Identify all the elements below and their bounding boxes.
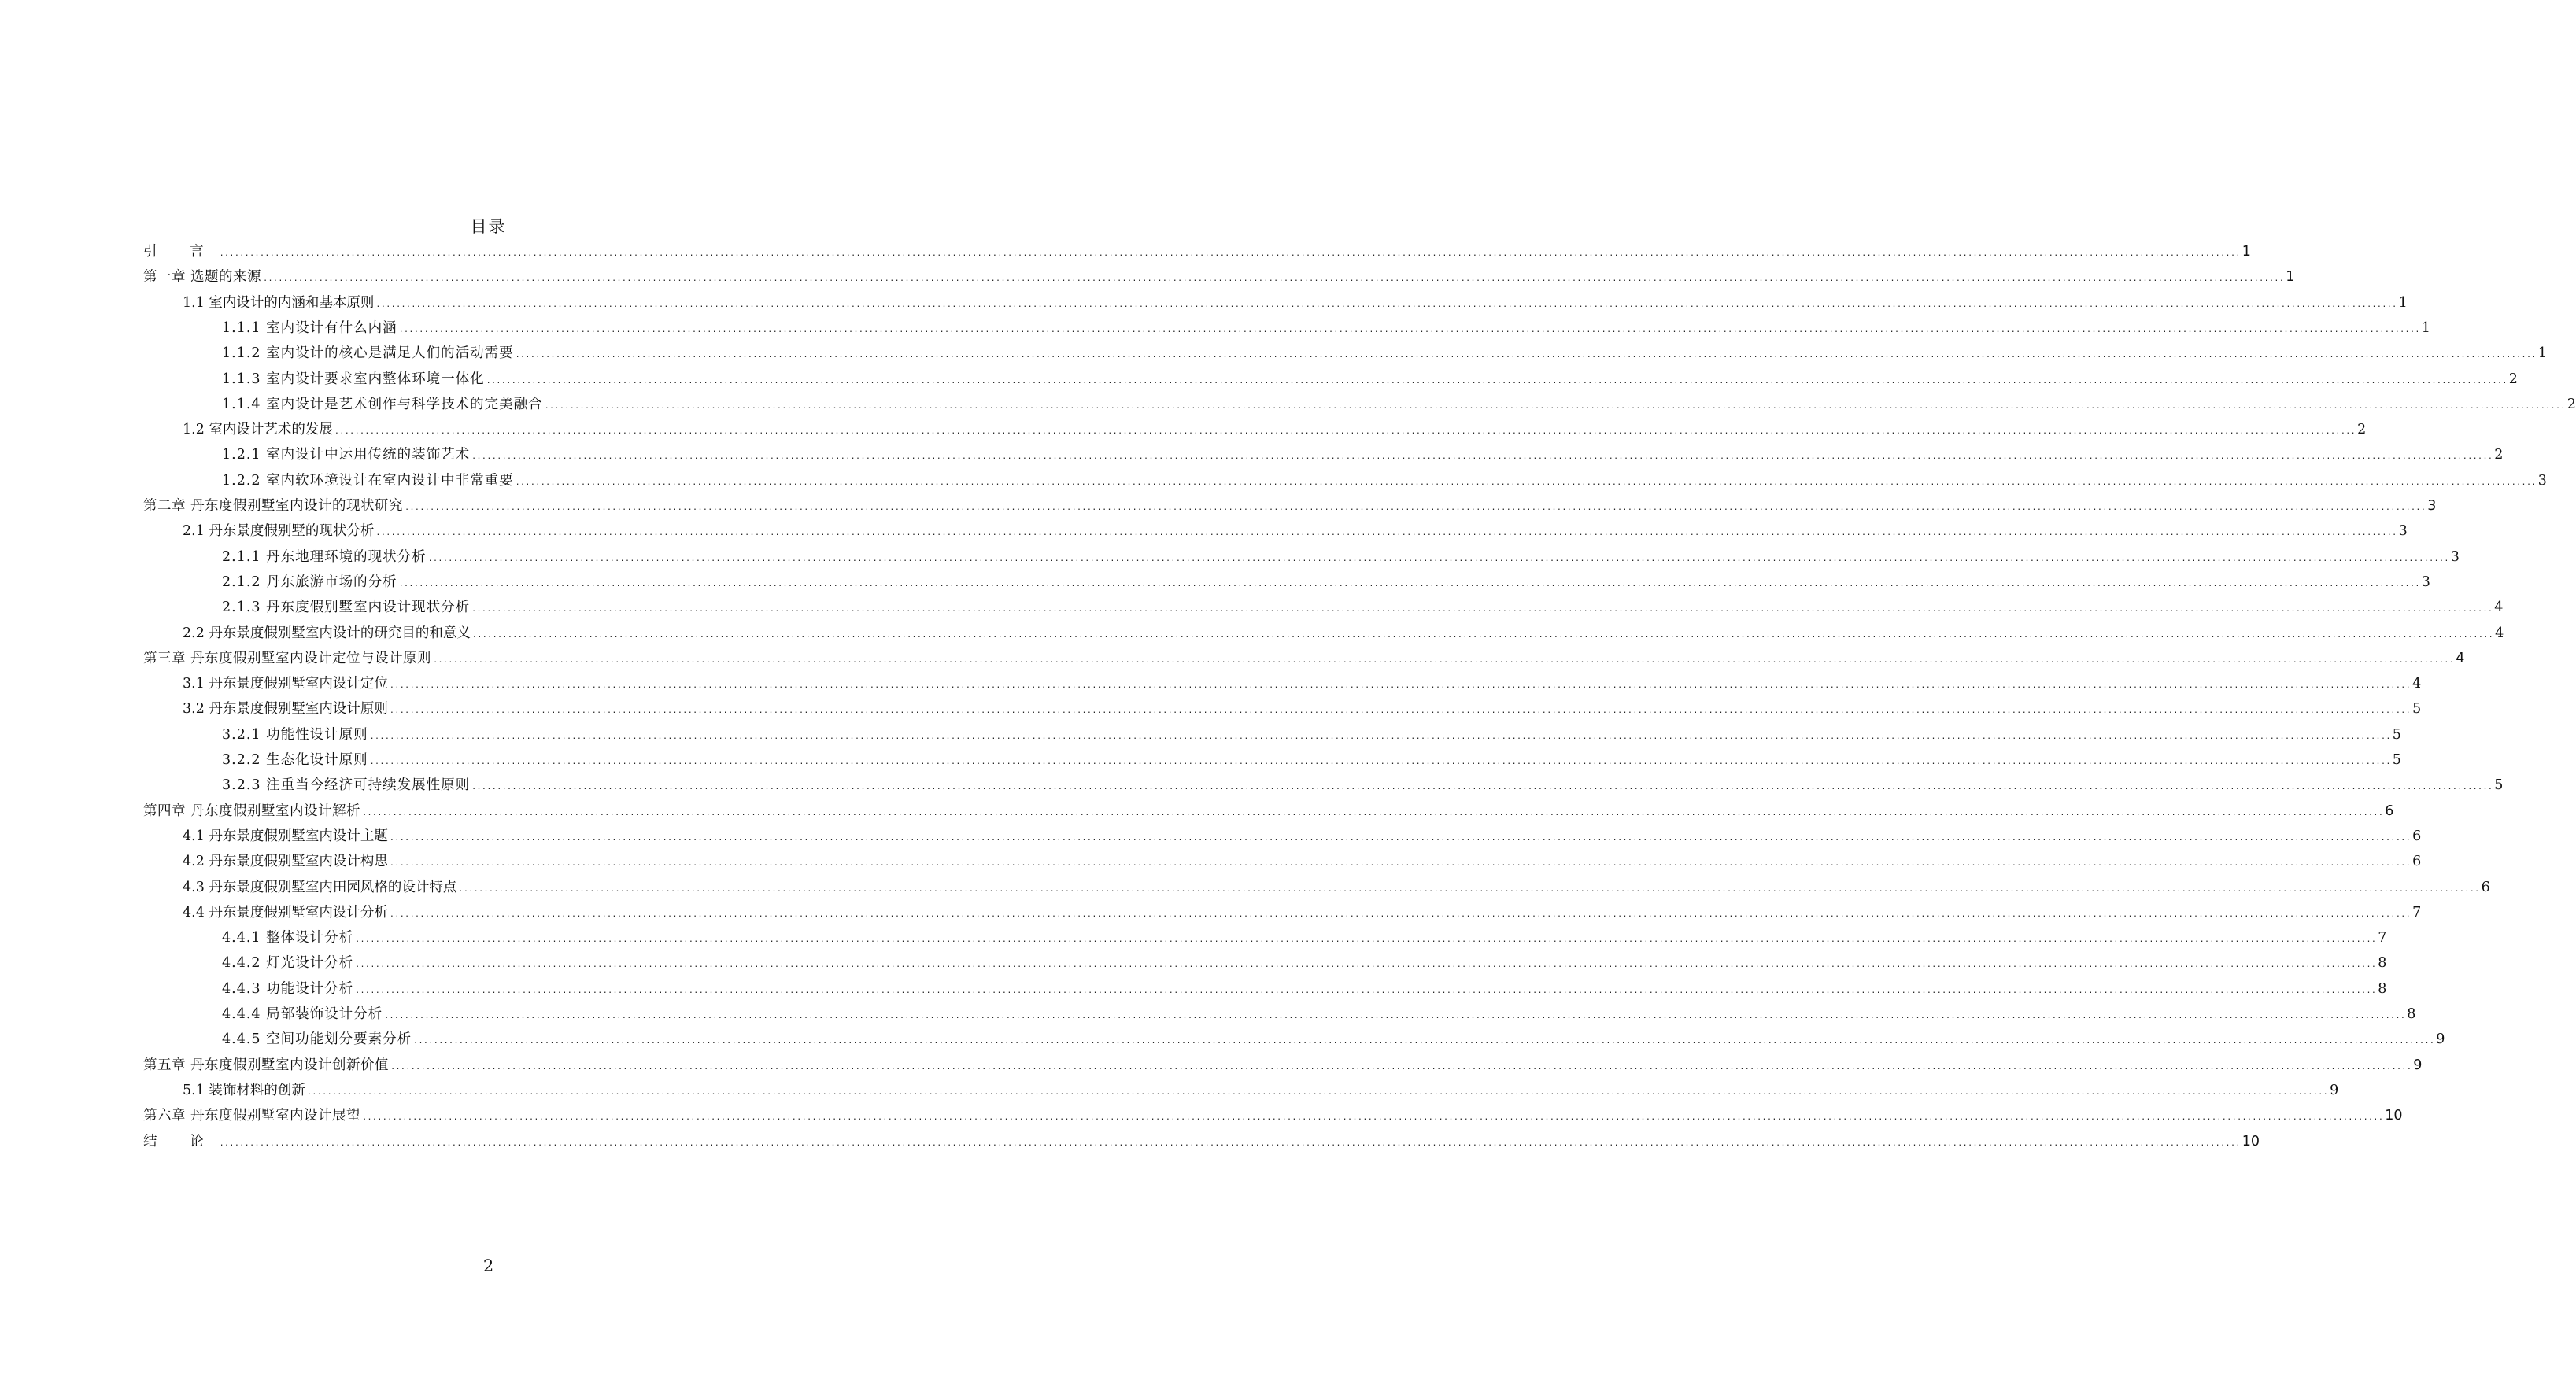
dot-leader: ................................................................................................................................................................................................................................................................................................................................................................................................................ bbox=[355, 961, 2377, 970]
toc-entry[interactable] bbox=[183, 824, 2422, 849]
toc-entry-label: 2.1.2 丹东旅游市场的分析 bbox=[222, 574, 397, 590]
toc-entry[interactable] bbox=[183, 417, 2367, 442]
toc-entry-page-number: 5 bbox=[2392, 752, 2401, 768]
dot-leader: ................................................................................................................................................................................................................................................................................................................................................................................................................ bbox=[369, 732, 2391, 741]
dot-leader: ................................................................................................................................................................................................................................................................................................................................................................................................................ bbox=[486, 376, 2508, 386]
dot-leader: ................................................................................................................................................................................................................................................................................................................................................................................................................ bbox=[471, 605, 2493, 614]
dot-leader: ................................................................................................................................................................................................................................................................................................................................................................................................................ bbox=[362, 808, 2384, 817]
toc-entry-label: 第六章 丹东度假别墅室内设计展望 bbox=[143, 1108, 361, 1124]
toc-entry[interactable] bbox=[222, 722, 2401, 747]
dot-leader: ................................................................................................................................................................................................................................................................................................................................................................................................................ bbox=[355, 986, 2377, 995]
toc-entry[interactable] bbox=[143, 1103, 2403, 1128]
dot-leader: ................................................................................................................................................................................................................................................................................................................................................................................................................ bbox=[375, 529, 2397, 538]
toc-entry[interactable] bbox=[143, 1129, 2260, 1154]
dot-leader: ................................................................................................................................................................................................................................................................................................................................................................................................................ bbox=[398, 579, 2420, 589]
toc-entry-page-number: 9 bbox=[2330, 1082, 2339, 1098]
toc-entry-label: 第四章 丹东度假别墅室内设计解析 bbox=[143, 803, 361, 819]
toc-entry-label: 3.2 丹东景度假别墅室内设计原则 bbox=[183, 701, 388, 718]
dot-leader: ................................................................................................................................................................................................................................................................................................................................................................................................................ bbox=[362, 1113, 2384, 1123]
toc-entry-label: 3.2.3 注重当今经济可持续发展性原则 bbox=[222, 777, 471, 794]
toc-entry-page-number: 8 bbox=[2378, 955, 2387, 972]
toc-entry-page-number: 7 bbox=[2378, 930, 2387, 946]
dot-leader: ................................................................................................................................................................................................................................................................................................................................................................................................................ bbox=[515, 478, 2537, 487]
toc-entry-page-number: 3 bbox=[2450, 548, 2460, 565]
toc-entry-page-number: 3 bbox=[2421, 574, 2430, 590]
dot-leader: ................................................................................................................................................................................................................................................................................................................................................................................................................ bbox=[219, 249, 2241, 258]
toc-entry-label: 4.4.1 整体设计分析 bbox=[222, 930, 354, 946]
toc-entry[interactable] bbox=[222, 315, 2430, 341]
toc-title: 目录 bbox=[470, 217, 507, 236]
toc-entry[interactable] bbox=[183, 849, 2422, 874]
toc-entry[interactable] bbox=[143, 799, 2394, 824]
toc-entry-page-number: 1 bbox=[2537, 345, 2547, 362]
toc-entry[interactable] bbox=[222, 925, 2387, 950]
dot-leader: ................................................................................................................................................................................................................................................................................................................................................................................................................ bbox=[389, 707, 2412, 716]
toc-entry-label: 第三章 丹东度假别墅室内设计定位与设计原则 bbox=[143, 650, 432, 666]
dot-leader: ................................................................................................................................................................................................................................................................................................................................................................................................................ bbox=[355, 935, 2377, 945]
toc-entry[interactable] bbox=[183, 1078, 2339, 1103]
toc-entry-label: 1.1.1 室内设计有什么内涵 bbox=[222, 319, 397, 336]
toc-entry[interactable] bbox=[183, 671, 2422, 696]
dot-leader: ................................................................................................................................................................................................................................................................................................................................................................................................................ bbox=[369, 758, 2391, 766]
toc-entry[interactable] bbox=[183, 875, 2490, 900]
toc-entry-page-number: 9 bbox=[2436, 1031, 2445, 1048]
toc-entry-page-number: 2 bbox=[2357, 422, 2367, 438]
toc-entry-label: 引 言 bbox=[143, 244, 218, 260]
toc-entry-page-number: 7 bbox=[2412, 904, 2422, 921]
toc-entry-page-number: 8 bbox=[2407, 1006, 2416, 1022]
toc-entry[interactable] bbox=[222, 773, 2504, 798]
toc-entry-page-number: 2 bbox=[2494, 447, 2504, 463]
toc-entry-label: 3.2.1 功能性设计原则 bbox=[222, 726, 368, 743]
toc-entry[interactable] bbox=[222, 976, 2387, 1002]
toc-entry-label: 1.2.2 室内软环境设计在室内设计中非常重要 bbox=[222, 472, 514, 489]
toc-entry-page-number: 2 bbox=[2567, 396, 2576, 412]
toc-entry-label: 1.1.3 室内设计要求室内整体环境一体化 bbox=[222, 371, 485, 387]
toc-entry-page-number: 3 bbox=[2398, 523, 2408, 540]
dot-leader: ................................................................................................................................................................................................................................................................................................................................................................................................................ bbox=[263, 275, 2285, 284]
page-number: 2 bbox=[482, 1256, 494, 1275]
toc-entry[interactable] bbox=[143, 646, 2465, 671]
toc-entry-label: 2.1.1 丹东地理环境的现状分析 bbox=[222, 548, 427, 565]
toc-entry[interactable] bbox=[143, 493, 2437, 518]
toc-entry-page-number: 5 bbox=[2494, 777, 2504, 794]
toc-entry[interactable] bbox=[183, 900, 2422, 925]
toc-entry-page-number: 4 bbox=[2495, 625, 2504, 641]
toc-entry-label: 4.3 丹东景度假别墅室内田园风格的设计特点 bbox=[183, 879, 457, 895]
toc-entry-label: 1.1.2 室内设计的核心是满足人们的活动需要 bbox=[222, 345, 514, 362]
toc-entry[interactable] bbox=[222, 341, 2547, 366]
toc-entry-page-number: 6 bbox=[2385, 803, 2394, 819]
dot-leader: ................................................................................................................................................................................................................................................................................................................................................................................................................ bbox=[544, 401, 2566, 411]
dot-leader: ................................................................................................................................................................................................................................................................................................................................................................................................................ bbox=[389, 833, 2412, 843]
toc-entry-label: 4.4.3 功能设计分析 bbox=[222, 980, 354, 997]
dot-leader: ................................................................................................................................................................................................................................................................................................................................................................................................................ bbox=[471, 452, 2493, 462]
toc-entry[interactable] bbox=[222, 392, 2576, 417]
toc-entry-label: 4.1 丹东景度假别墅室内设计主题 bbox=[183, 828, 388, 844]
toc-entry-page-number: 4 bbox=[2412, 676, 2422, 692]
toc-entry-label: 2.2 丹东景度假别墅室内设计的研究目的和意义 bbox=[183, 625, 471, 641]
toc-entry[interactable] bbox=[183, 621, 2504, 646]
toc-entry-label: 第一章 选题的来源 bbox=[143, 269, 262, 286]
toc-entry-page-number: 5 bbox=[2392, 726, 2401, 743]
toc-entry[interactable] bbox=[183, 518, 2408, 544]
toc-entry[interactable] bbox=[222, 595, 2504, 620]
toc-entry-label: 4.4.2 灯光设计分析 bbox=[222, 955, 354, 972]
dot-leader: ................................................................................................................................................................................................................................................................................................................................................................................................................ bbox=[427, 554, 2449, 563]
toc-entry[interactable] bbox=[222, 747, 2401, 773]
toc-entry[interactable] bbox=[222, 570, 2430, 595]
toc-entry-label: 3.2.2 生态化设计原则 bbox=[222, 752, 368, 768]
dot-leader: ................................................................................................................................................................................................................................................................................................................................................................................................................ bbox=[375, 300, 2397, 309]
toc-entry-page-number: 2 bbox=[2508, 371, 2518, 387]
toc-entry-label: 1.2 室内设计艺术的发展 bbox=[183, 422, 333, 438]
dot-leader: ................................................................................................................................................................................................................................................................................................................................................................................................................ bbox=[334, 427, 2356, 437]
dot-leader: ................................................................................................................................................................................................................................................................................................................................................................................................................ bbox=[413, 1037, 2435, 1046]
toc-entry-page-number: 1 bbox=[2286, 269, 2295, 286]
toc-entry-label: 1.2.1 室内设计中运用传统的装饰艺术 bbox=[222, 447, 471, 463]
toc-entry[interactable] bbox=[183, 290, 2408, 315]
toc-entry[interactable] bbox=[222, 1002, 2416, 1027]
toc-entry-page-number: 10 bbox=[2242, 1133, 2260, 1149]
dot-leader: ................................................................................................................................................................................................................................................................................................................................................................................................................ bbox=[389, 681, 2412, 691]
toc-entry-page-number: 3 bbox=[2537, 472, 2547, 489]
toc-entry-label: 4.4.4 局部装饰设计分析 bbox=[222, 1006, 383, 1022]
toc-entry-page-number: 9 bbox=[2413, 1057, 2423, 1073]
dot-leader: ................................................................................................................................................................................................................................................................................................................................................................................................................ bbox=[306, 1087, 2329, 1097]
toc-entry-page-number: 1 bbox=[2242, 244, 2251, 260]
toc-entry-page-number: 10 bbox=[2385, 1108, 2403, 1124]
toc-entry[interactable] bbox=[183, 696, 2422, 721]
toc-entry-page-number: 5 bbox=[2412, 701, 2422, 718]
toc-entry-page-number: 4 bbox=[2494, 600, 2504, 616]
toc-entry-page-number: 6 bbox=[2481, 879, 2490, 895]
toc-entry[interactable] bbox=[222, 468, 2547, 493]
dot-leader: ................................................................................................................................................................................................................................................................................................................................................................................................................ bbox=[384, 1012, 2406, 1020]
toc-entry-page-number: 3 bbox=[2427, 498, 2437, 514]
toc-entry[interactable] bbox=[143, 264, 2295, 290]
toc-entry-label: 1.1.4 室内设计是艺术创作与科学技术的完美融合 bbox=[222, 396, 543, 412]
toc-entry[interactable] bbox=[222, 1027, 2445, 1052]
toc-entry-label: 2.1 丹东景度假别墅的现状分析 bbox=[183, 523, 375, 540]
toc-entry-label: 3.1 丹东景度假别墅室内设计定位 bbox=[183, 676, 388, 692]
dot-leader: ................................................................................................................................................................................................................................................................................................................................................................................................................ bbox=[433, 655, 2455, 665]
toc-entry-page-number: 6 bbox=[2412, 828, 2422, 844]
dot-leader: ................................................................................................................................................................................................................................................................................................................................................................................................................ bbox=[389, 910, 2412, 919]
toc-entry-label: 第二章 丹东度假别墅室内设计的现状研究 bbox=[143, 498, 404, 514]
toc-entry-page-number: 4 bbox=[2456, 650, 2465, 666]
dot-leader: ................................................................................................................................................................................................................................................................................................................................................................................................................ bbox=[458, 884, 2480, 894]
dot-leader: ................................................................................................................................................................................................................................................................................................................................................................................................................ bbox=[219, 1138, 2241, 1148]
dot-leader: ................................................................................................................................................................................................................................................................................................................................................................................................................ bbox=[389, 859, 2412, 869]
toc-entry[interactable] bbox=[143, 1053, 2423, 1078]
toc-entry[interactable] bbox=[222, 950, 2387, 976]
dot-leader: ................................................................................................................................................................................................................................................................................................................................................................................................................ bbox=[471, 630, 2494, 640]
toc-entry-page-number: 1 bbox=[2398, 294, 2408, 311]
toc-entry[interactable] bbox=[222, 544, 2460, 570]
toc-entry-label: 第五章 丹东度假别墅室内设计创新价值 bbox=[143, 1057, 390, 1073]
dot-leader: ................................................................................................................................................................................................................................................................................................................................................................................................................ bbox=[515, 351, 2537, 360]
toc-entry-label: 2.1.3 丹东度假别墅室内设计现状分析 bbox=[222, 600, 471, 616]
toc-entry[interactable] bbox=[143, 239, 2251, 264]
toc-entry[interactable] bbox=[222, 442, 2504, 467]
dot-leader: ................................................................................................................................................................................................................................................................................................................................................................................................................ bbox=[398, 325, 2420, 334]
toc-entry-page-number: 6 bbox=[2412, 854, 2422, 870]
toc-entry[interactable] bbox=[222, 367, 2518, 392]
dot-leader: ................................................................................................................................................................................................................................................................................................................................................................................................................ bbox=[405, 504, 2426, 512]
toc-entry-label: 结 论 bbox=[143, 1133, 218, 1149]
dot-leader: ................................................................................................................................................................................................................................................................................................................................................................................................................ bbox=[471, 783, 2493, 792]
toc-entry-label: 4.2 丹东景度假别墅室内设计构思 bbox=[183, 854, 388, 870]
toc-entry-page-number: 8 bbox=[2378, 980, 2387, 997]
toc-entry-label: 4.4 丹东景度假别墅室内设计分析 bbox=[183, 904, 388, 921]
toc-entry-page-number: 1 bbox=[2421, 319, 2430, 336]
dot-leader: ................................................................................................................................................................................................................................................................................................................................................................................................................ bbox=[390, 1062, 2412, 1072]
toc-entry-label: 5.1 装饰材料的创新 bbox=[183, 1082, 305, 1098]
toc-entry-label: 4.4.5 空间功能划分要素分析 bbox=[222, 1031, 412, 1048]
toc-entry-label: 1.1 室内设计的内涵和基本原则 bbox=[183, 294, 375, 311]
